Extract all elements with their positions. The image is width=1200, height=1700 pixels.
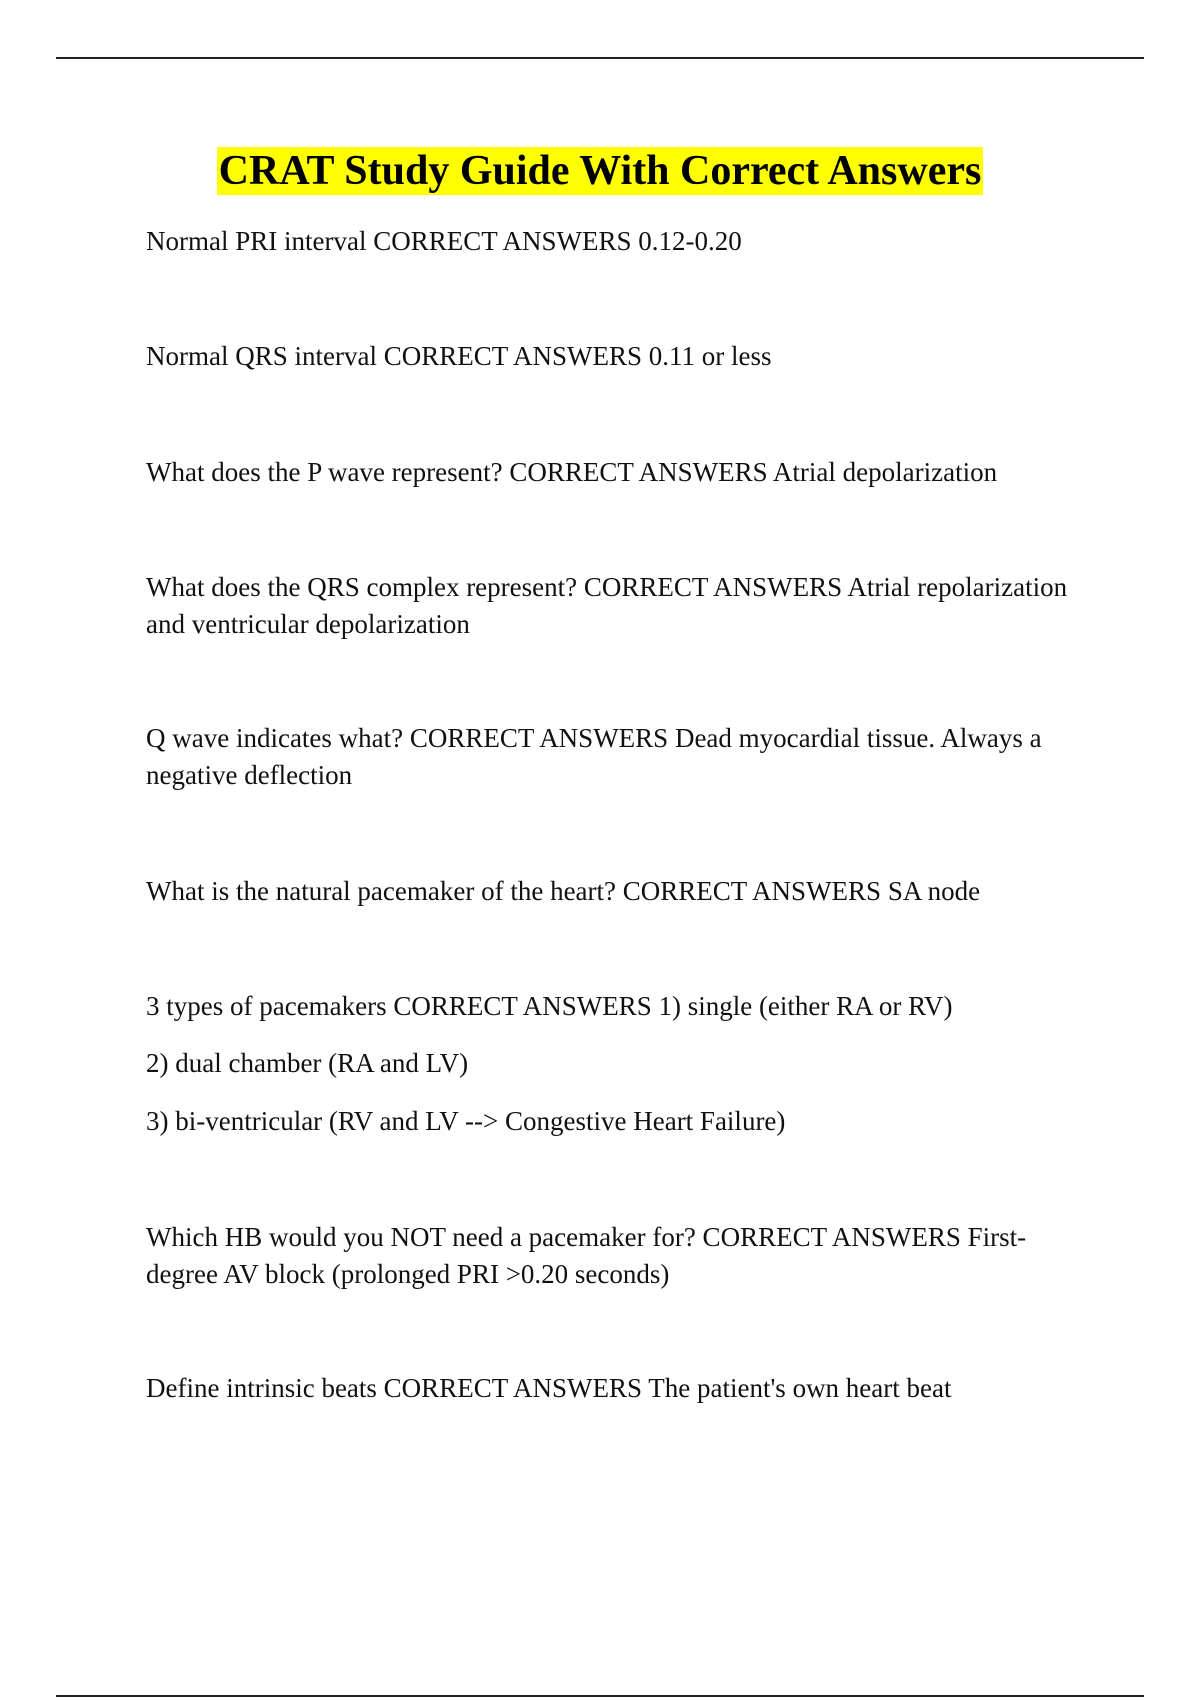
qa-entry-9: Define intrinsic beats CORRECT ANSWERS The patient's own heart beat: [146, 1373, 952, 1403]
bottom-divider: [56, 1695, 1144, 1697]
qa-entry-7-line-3: 3) bi-ventricular (RV and LV --> Congestive Heart Failure): [146, 1106, 786, 1136]
qa-entry-4: What does the QRS complex represent? CORRECT ANSWERS Atrial repolarization and ventricular depolarization: [146, 572, 1068, 639]
top-divider: [56, 57, 1144, 59]
qa-entry-8: Which HB would you NOT need a pacemaker for? CORRECT ANSWERS First-degree AV block (prolonged PRI >0.20 seconds): [146, 1222, 1027, 1289]
qa-entry-7-line-2: 2) dual chamber (RA and LV): [146, 1048, 469, 1078]
qa-entry-3: What does the P wave represent? CORRECT ANSWERS Atrial depolarization: [146, 457, 998, 487]
qa-entry-1: Normal PRI interval CORRECT ANSWERS 0.12-0.20: [146, 226, 742, 256]
qa-entry-6: What is the natural pacemaker of the heart? CORRECT ANSWERS SA node: [146, 876, 981, 906]
qa-entry-7: 3 types of pacemakers CORRECT ANSWERS 1) single (either RA or RV): [146, 991, 953, 1021]
qa-entry-5: Q wave indicates what? CORRECT ANSWERS Dead myocardial tissue. Always a negative deflection: [146, 723, 1042, 790]
title-container: [0, 147, 1200, 195]
document-title: CRAT Study Guide With Correct Answers: [218, 148, 982, 194]
qa-entry-2: Normal QRS interval CORRECT ANSWERS 0.11 or less: [146, 341, 772, 371]
